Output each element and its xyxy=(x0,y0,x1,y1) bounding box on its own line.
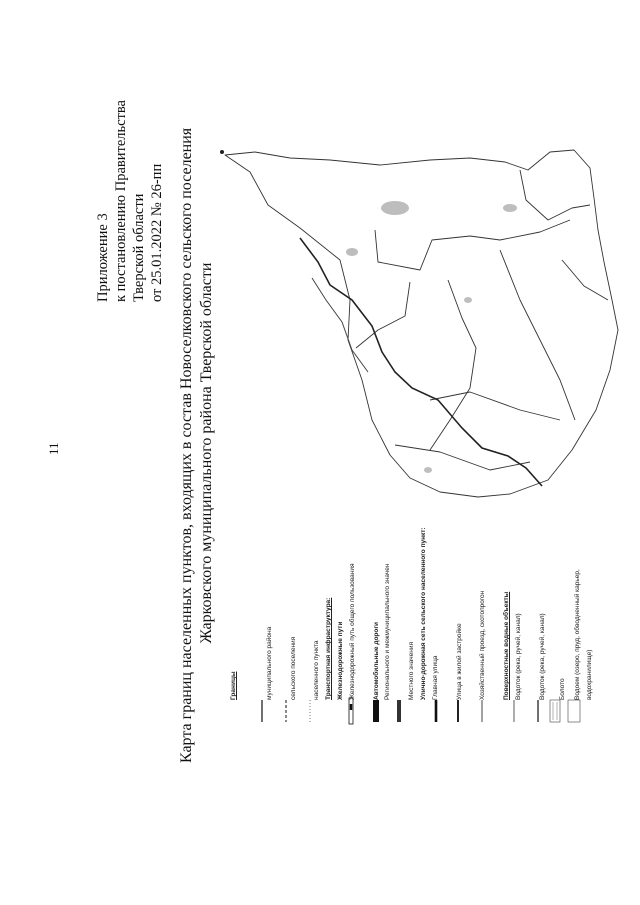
legend-street-header: Улично-дорожная сеть сельского населенного пункт: xyxy=(419,527,427,700)
settlement-area xyxy=(464,297,472,303)
legend xyxy=(228,527,596,700)
north-marker xyxy=(220,150,224,154)
page-number: 11 xyxy=(46,442,61,455)
settlement-border xyxy=(430,392,560,420)
legend-item: Водоток (река, ручей, канал) xyxy=(514,613,522,700)
legend-rail-header: Железнодорожные пути xyxy=(336,621,344,700)
appendix-line-2: к постановлению Правительства xyxy=(113,100,129,302)
appendix-line-1: Приложение 3 xyxy=(95,213,111,302)
legend-local-road-symbol xyxy=(397,700,401,722)
legend-roads-header: Автомобильные дороги xyxy=(372,621,380,700)
legend-item: Водоем (озеро, пруд, обводненный карьер, xyxy=(574,569,582,700)
legend-rail-symbol xyxy=(349,698,353,724)
settlement-area xyxy=(381,201,409,215)
settlement-area xyxy=(503,204,517,212)
district-boundary xyxy=(225,150,618,497)
legend-swamp-symbol xyxy=(550,700,560,722)
appendix-line-3: Тверской области xyxy=(131,193,147,302)
legend-item: Железнодорожный путь общего пользования xyxy=(348,563,356,700)
appendix-line-4: от 25.01.2022 № 26-пп xyxy=(149,163,165,302)
settlement-border xyxy=(520,170,590,220)
legend-transport-header: Транспортная инфраструктура: xyxy=(325,597,333,700)
legend-item: Улица в жилой застройке xyxy=(455,623,463,700)
legend-item: Местного значения xyxy=(408,642,416,700)
legend-item: Хозяйственный проезд, скотопрогон xyxy=(479,590,487,700)
legend-water-header: Поверхностные водные объекты xyxy=(503,591,511,700)
settlement-border xyxy=(375,220,570,270)
legend-item: водохранилище) xyxy=(586,649,594,700)
settlement-border xyxy=(430,280,476,450)
legend-borders-header: Границы xyxy=(230,671,237,700)
legend-symbols xyxy=(262,698,580,724)
legend-item: муниципального района xyxy=(265,626,273,700)
legend-item: сельского поселения xyxy=(289,636,297,700)
settlement-area xyxy=(424,467,432,473)
legend-item: Регионального и межмуниципального значен xyxy=(384,563,392,700)
legend-water-body-symbol xyxy=(568,700,580,722)
settlement-border xyxy=(500,250,575,420)
title-line-2: Жарковского муниципального района Тверской области xyxy=(198,262,215,644)
legend-item: Главная улица xyxy=(431,655,439,700)
legend-regional-road-symbol xyxy=(373,700,379,722)
settlement-border xyxy=(562,260,608,300)
legend-item: населенного пункта xyxy=(313,640,321,700)
legend-item: Водоток (река, ручей, канал) xyxy=(538,613,546,700)
settlement-area xyxy=(346,248,358,256)
title-line-1: Карта границ населенных пунктов, входящих в состав Новоселковского сельского поселения xyxy=(178,127,195,763)
legend-item: Болото xyxy=(558,678,566,700)
legend-rail-symbol-fill xyxy=(350,704,352,710)
